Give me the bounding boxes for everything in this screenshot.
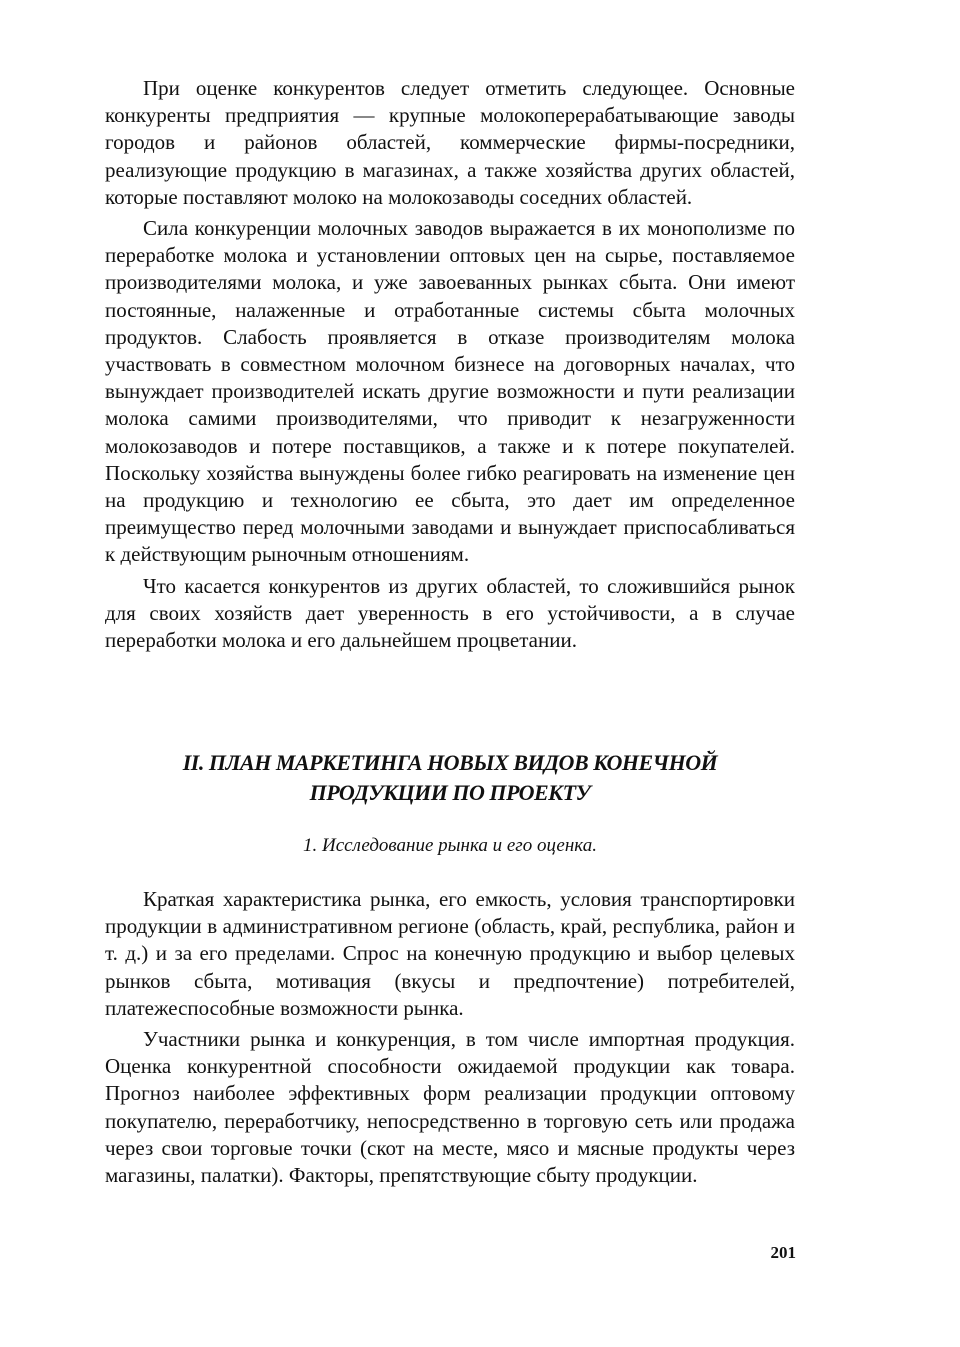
text-block-top bbox=[105, 75, 795, 654]
sub-heading: 1. Исследование рынка и его оценка. bbox=[303, 835, 597, 856]
section-heading bbox=[105, 748, 795, 808]
paragraph-market-participants: Участники рынка и конкуренция, в том числе импортная продукция. Оценка конкурентной способности ожидаемой продукции как товара. Прогноз наиболее эффективных форм реализации продукции оптовому покупателю, переработчику, непосредственно в торговую сеть или продажа через свои торговые точки (скот на месте, мясо и мясные продукты через магазины, палатки). Факторы, препятствующие сбыту продукции. bbox=[105, 1027, 795, 1188]
section-heading-line2: ПРОДУКЦИИ ПО ПРОЕКТУ bbox=[309, 780, 591, 805]
page-number: 201 bbox=[770, 1243, 796, 1262]
paragraph-competition-strength: Сила конкуренции молочных заводов выражается в их монополизме по переработке молока и установлении оптовых цен на сырье, поставляемое производителями молока, и уже завоеванных рынках сбыта. Они имеют постоянные, налаженные и отработанные системы сбыта молочных продуктов. Слабость проявляется в отказе производителям молока участвовать в совместном молочном бизнесе на договорных началах, что вынуждает производителей искать другие возможности и пути реализации молока самими производителями, что приводит к незагруженности молокозаводов и потере поставщиков, а также и к потере покупателей. Поскольку хозяйства вынуждены более гибко реагировать на изменение цен на продукцию и технологию ее сбыта, это дает им определенное преимущество перед молочными заводами и вынуждает приспосабливаться к действующим рыночным отношениям. bbox=[105, 216, 795, 567]
section-heading-line1: II. ПЛАН МАРКЕТИНГА НОВЫХ ВИДОВ КОНЕЧНОЙ bbox=[182, 750, 718, 775]
paragraph-other-regions: Что касается конкурентов из других областей, то сложившийся рынок для своих хозяйств дает уверенность в его устойчивости, а в случае переработки молока и его дальнейшем процветании. bbox=[105, 573, 795, 653]
text-block-bottom bbox=[105, 886, 795, 1189]
paragraph-market-characteristics: Краткая характеристика рынка, его емкость, условия транспортировки продукции в административном регионе (область, край, республика, район и т. д.) и за его пределами. Спрос на конечную продукцию и выбор целевых рынков сбыта, мотивация (вкусы и предпочтение) потребителей, платежеспособные возможности рынка. bbox=[105, 887, 795, 1020]
paragraph-competitors: При оценке конкурентов следует отметить следующее. Основные конкуренты предприятия — крупные молокоперерабатывающие заводы городов и районов областей, коммерческие фирмы-посредники, реализующие продукцию в магазинах, а также хозяйства других областей, которые поставляют молоко на молокозаводы соседних областей. bbox=[105, 76, 795, 209]
